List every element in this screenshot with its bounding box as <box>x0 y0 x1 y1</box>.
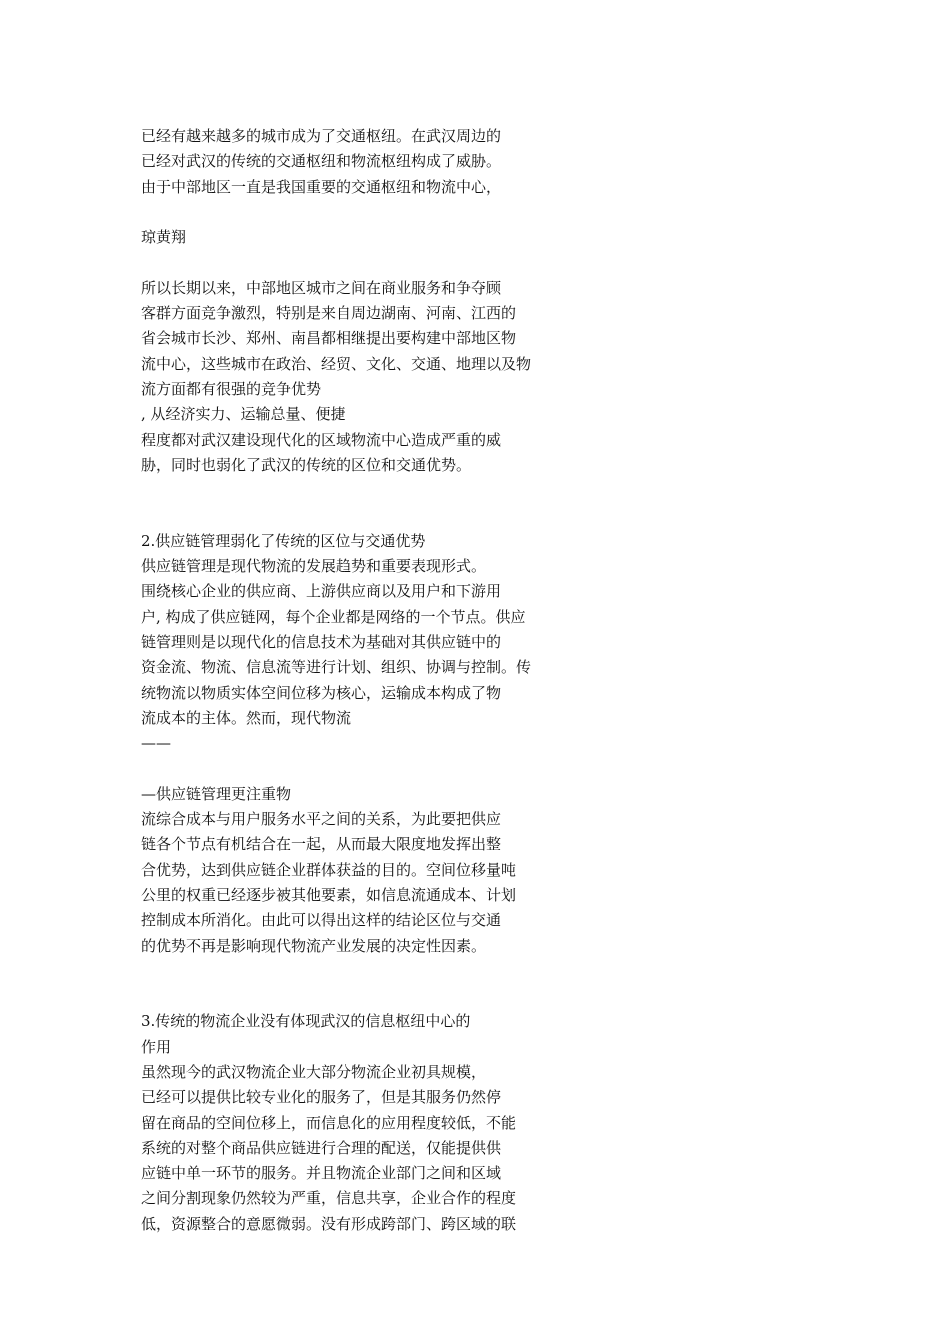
text-line: 统物流以物质实体空间位移为核心，运输成本构成了物 <box>141 683 502 702</box>
text-line: 省会城市长沙、郑州、南昌都相继提出要构建中部地区物 <box>141 329 517 348</box>
text-line: 系统的对整个商品供应链进行合理的配送，仅能提供供 <box>141 1138 502 1157</box>
text-line: 低，资源整合的意愿微弱。没有形成跨部门、跨区域的联 <box>141 1214 517 1233</box>
text-line: 流综合成本与用户服务水平之间的关系，为此要把供应 <box>141 810 502 829</box>
text-line: 已经有越来越多的城市成为了交通枢纽。在武汉周边的 <box>141 127 502 145</box>
text-line: 户, 构成了供应链网，每个企业都是网络的一个节点。供应 <box>141 607 526 626</box>
text-line: 资金流、物流、信息流等进行计划、组织、协调与控制。传 <box>141 658 532 677</box>
blank-line <box>141 200 601 225</box>
text-line: 公里的权重已经逐步被其他要素，如信息流通成本、计划 <box>141 885 517 904</box>
text-line: 围绕核心企业的供应商、上游供应商以及用户和下游用 <box>141 582 502 601</box>
text-line: 客群方面竞争激烈，特别是来自周边湖南、河南、江西的 <box>141 304 517 323</box>
blank-line <box>141 984 601 1009</box>
text-line: 已经对武汉的传统的交通枢纽和物流枢纽构成了威胁。 <box>141 152 502 171</box>
text-line: 所以长期以来，中部地区城市之间在商业服务和争夺顾 <box>141 278 502 297</box>
text-line: —供应链管理更注重物 <box>141 784 292 803</box>
text-line: , 从经济实力、运输总量、便捷 <box>141 405 346 424</box>
text-line: 琼黄翔 <box>141 228 187 247</box>
text-line: 之间分割现象仍然较为严重，信息共享，企业合作的程度 <box>141 1189 517 1208</box>
text-line: —— <box>141 734 171 753</box>
text-line: 2.供应链管理弱化了传统的区位与交通优势 <box>141 531 426 550</box>
text-line: 虽然现今的武汉物流企业大部分物流企业初具规模， <box>141 1062 487 1081</box>
blank-line <box>141 478 601 503</box>
text-line: 已经可以提供比较专业化的服务了，但是其服务仍然停 <box>141 1088 502 1107</box>
text-line: 留在商品的空间位移上，而信息化的应用程度较低，不能 <box>141 1113 517 1132</box>
text-line: 流中心，这些城市在政治、经贸、文化、交通、地理以及物 <box>141 354 532 373</box>
text-line: 作用 <box>141 1037 172 1056</box>
text-line: 的优势不再是影响现代物流产业发展的决定性因素。 <box>141 936 487 955</box>
text-line: 合优势，达到供应链企业群体获益的目的。空间位移量吨 <box>141 860 517 879</box>
text-line: 应链中单一环节的服务。并且物流企业部门之间和区域 <box>141 1164 502 1183</box>
blank-line <box>141 503 601 528</box>
blank-line <box>141 959 601 984</box>
text-line: 流成本的主体。然而，现代物流 <box>141 708 352 727</box>
text-line: 链管理则是以现代化的信息技术为基础对其供应链中的 <box>141 632 502 651</box>
text-line: 3.传统的物流企业没有体现武汉的信息枢纽中心的 <box>141 1012 471 1031</box>
text-line: 链各个节点有机结合在一起，从而最大限度地发挥出整 <box>141 835 502 854</box>
text-line: 供应链管理是现代物流的发展趋势和重要表现形式。 <box>141 557 487 576</box>
text-line: 流方面都有很强的竞争优势 <box>141 379 322 398</box>
text-line: 程度都对武汉建设现代化的区域物流中心造成严重的威 <box>141 430 502 449</box>
document-text-column <box>141 124 601 1237</box>
text-line: 胁，同时也弱化了武汉的传统的区位和交通优势。 <box>141 455 472 474</box>
blank-line <box>141 250 601 275</box>
blank-line <box>141 756 601 781</box>
text-line: 由于中部地区一直是我国重要的交通枢纽和物流中心， <box>141 177 502 196</box>
text-line: 控制成本所消化。由此可以得出这样的结论区位与交通 <box>141 911 502 930</box>
